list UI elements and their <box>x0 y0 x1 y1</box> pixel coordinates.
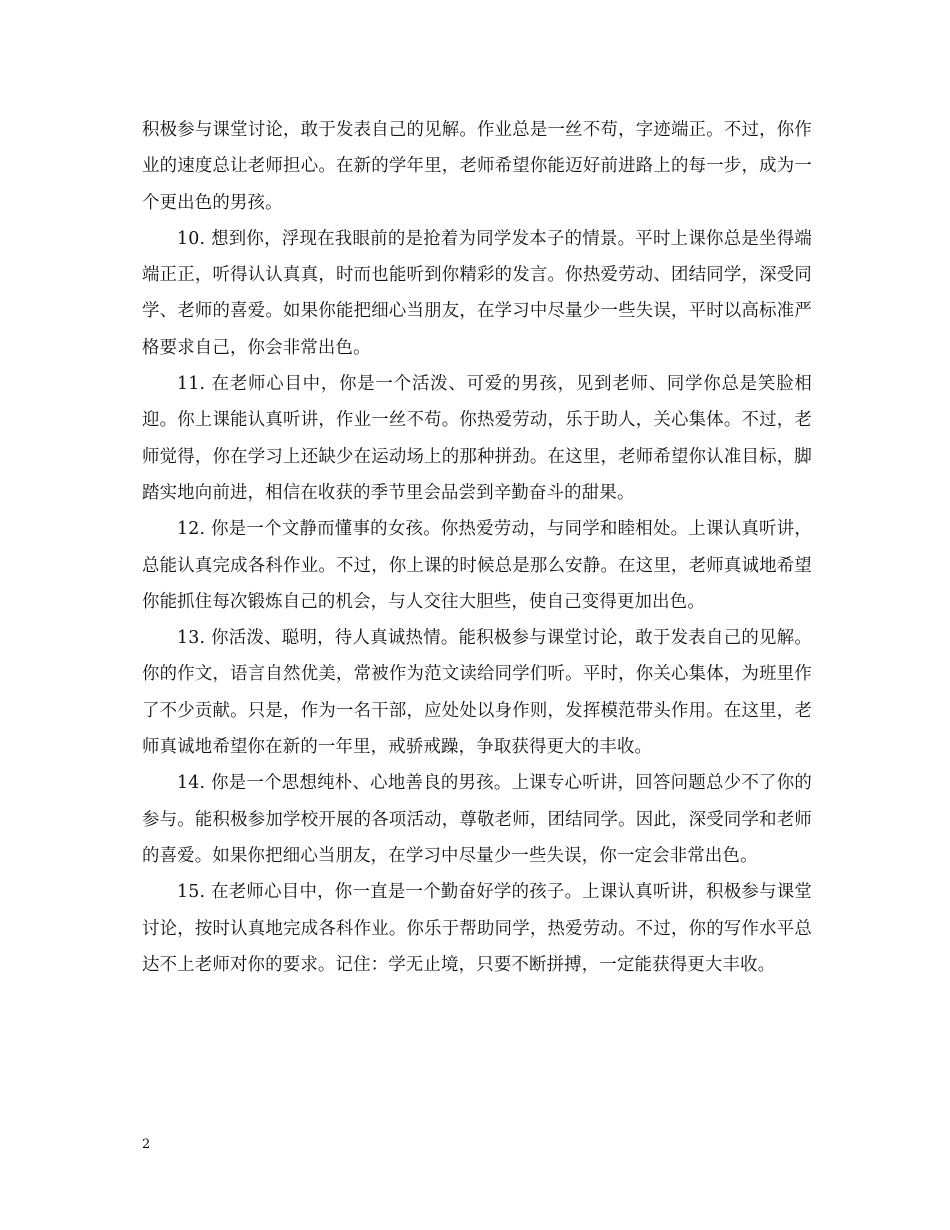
paragraph-item-12: 12. 你是一个文静而懂事的女孩。你热爱劳动，与同学和睦相处。上课认真听讲，总能认真完成各科作业。不过，你上课的时候总是那么安静。在这里，老师真诚地希望你能抓住每次锻炼自己的机会，与人交往大胆些，使自己变得更加出色。 <box>142 519 812 612</box>
paragraph-item-15: 15. 在老师心目中，你一直是一个勤奋好学的孩子。上课认真听讲，积极参与课堂讨论，按时认真地完成各科作业。你乐于帮助同学，热爱劳动。不过，你的写作水平总达不上老师对你的要求。记住：学无止境，只要不断拼搏，一定能获得更大丰收。 <box>142 882 812 975</box>
paragraph-item-14: 14. 你是一个思想纯朴、心地善良的男孩。上课专心听讲，回答问题总少不了你的参与。能积极参加学校开展的各项活动，尊敬老师，团结同学。因此，深受同学和老师的喜爱。如果你把细心当朋友，在学习中尽量少一些失误，你一定会非常出色。 <box>142 773 812 866</box>
page-number: 2 <box>142 1137 151 1152</box>
paragraph-item-13: 13. 你活泼、聪明，待人真诚热情。能积极参与课堂讨论，敢于发表自己的见解。你的作文，语言自然优美，常被作为范文读给同学们听。平时，你关心集体，为班里作了不少贡献。只是，作为一名干部，应处处以身作则，发挥模范带头作用。在这里，老师真诚地希望你在新的一年里，戒骄戒躁，争取获得更大的丰收。 <box>142 628 812 758</box>
paragraph-continuation: 积极参与课堂讨论，敢于发表自己的见解。作业总是一丝不苟，字迹端正。不过，你作业的速度总让老师担心。在新的学年里，老师希望你能迈好前进路上的每一步，成为一个更出色的男孩。 <box>142 120 812 213</box>
paragraph-item-10: 10. 想到你，浮现在我眼前的是抢着为同学发本子的情景。平时上课你总是坐得端端正正，听得认认真真，时而也能听到你精彩的发言。你热爱劳动、团结同学，深受同学、老师的喜爱。如果你能把细心当朋友，在学习中尽量少一些失误，平时以高标准严格要求自己，你会非常出色。 <box>142 228 812 358</box>
paragraph-item-11: 11. 在老师心目中，你是一个活泼、可爱的男孩，见到老师、同学你总是笑脸相迎。你上课能认真听讲，作业一丝不苟。你热爱劳动，乐于助人，关心集体。不过，老师觉得，你在学习上还缺少在运动场上的那种拼劲。在这里，老师希望你认准目标，脚踏实地向前进，相信在收获的季节里会品尝到辛勤奋斗的甜果。 <box>142 374 812 503</box>
document-body <box>142 112 812 983</box>
